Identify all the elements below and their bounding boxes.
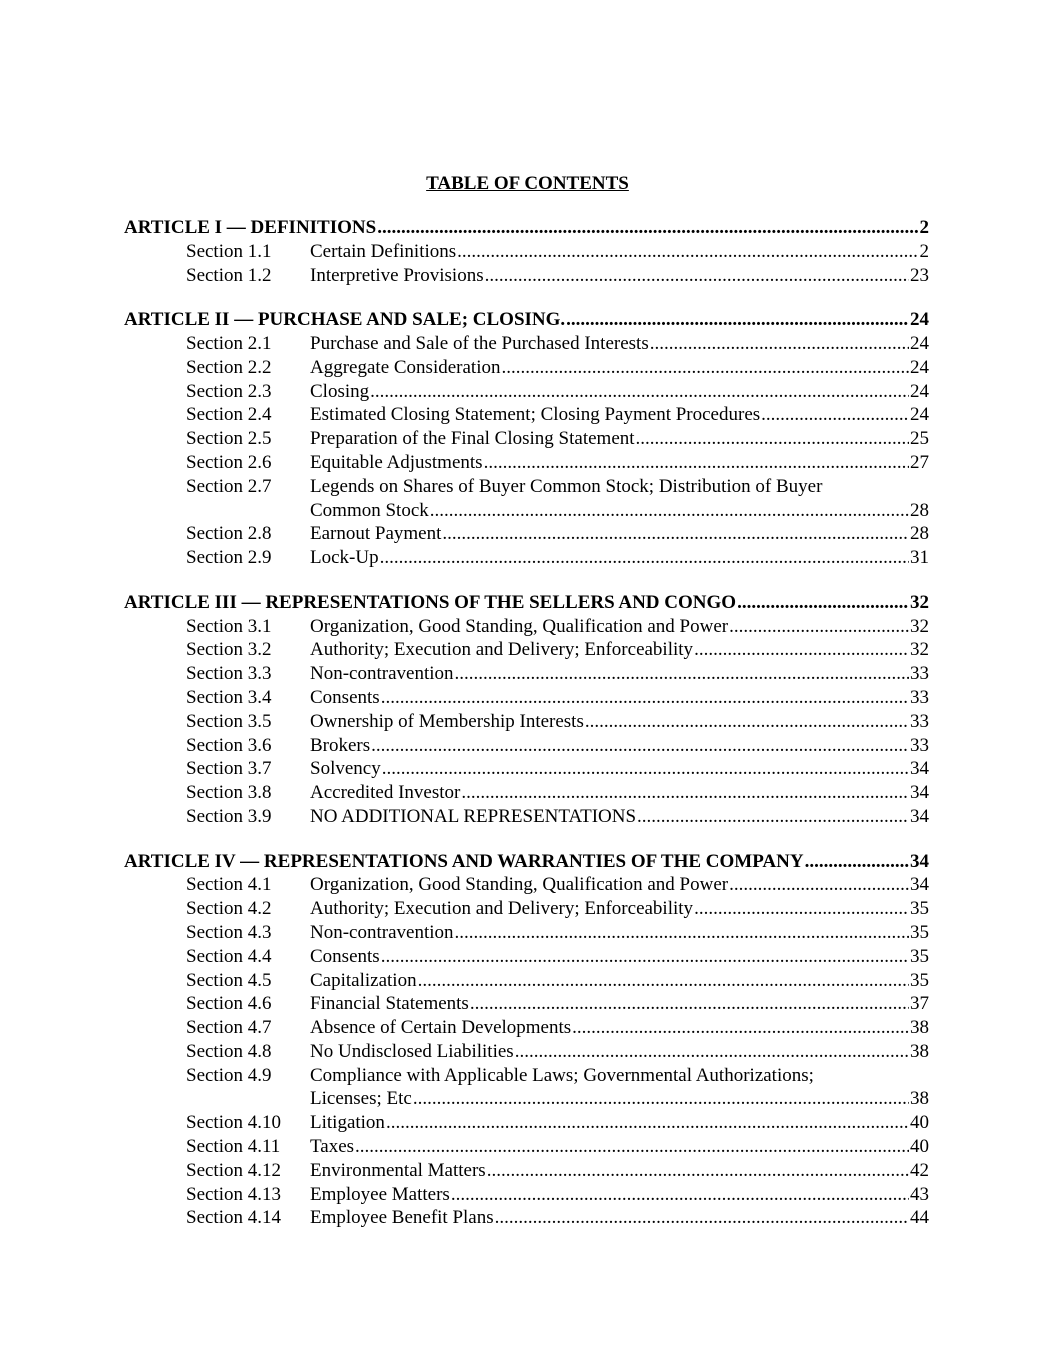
- section-number: Section 2.1: [186, 332, 272, 354]
- table-of-contents: [124, 216, 929, 1230]
- section-number: Section 4.11: [186, 1136, 281, 1158]
- section-number: Section 2.6: [186, 451, 272, 473]
- section-entry-continuation: [310, 1087, 929, 1111]
- page-number: 35: [910, 969, 929, 991]
- section-title: No Undisclosed Liabilities: [310, 1040, 514, 1062]
- section-entry: [124, 1135, 929, 1159]
- dot-leader: [694, 638, 909, 662]
- article-spacer: [124, 287, 929, 308]
- page-number: 34: [910, 758, 929, 780]
- page-number: 32: [910, 591, 929, 613]
- dot-leader: [381, 686, 909, 710]
- dot-leader: [371, 734, 909, 758]
- dot-leader: [805, 850, 909, 874]
- dot-leader: [381, 945, 909, 969]
- section-number: Section 2.2: [186, 356, 272, 378]
- section-title: Compliance with Applicable Laws; Governmental Authorizations;: [310, 1064, 814, 1086]
- section-title: Common Stock: [310, 499, 429, 521]
- page-number: 34: [910, 805, 929, 827]
- section-title: Employee Benefit Plans: [310, 1207, 494, 1229]
- page-number: 24: [910, 356, 929, 378]
- section-title: Authority; Execution and Delivery; Enforceability: [310, 898, 694, 920]
- section-title: Accredited Investor: [310, 782, 461, 804]
- section-title: Earnout Payment: [310, 523, 442, 545]
- dot-leader: [413, 1087, 909, 1111]
- section-entry: [124, 686, 929, 710]
- dot-leader: [377, 216, 918, 240]
- section-entry: [124, 897, 929, 921]
- section-title: Absence of Certain Developments: [310, 1017, 572, 1039]
- section-entry: [124, 1206, 929, 1230]
- section-title: NO ADDITIONAL REPRESENTATIONS: [310, 805, 637, 827]
- dot-leader: [650, 332, 909, 356]
- page-number: 40: [910, 1112, 929, 1134]
- section-entry: [124, 427, 929, 451]
- section-title: Financial Statements: [310, 993, 469, 1015]
- section-entry: [124, 475, 929, 499]
- section-entry: [124, 734, 929, 758]
- section-title: Solvency: [310, 758, 381, 780]
- section-title: Taxes: [310, 1136, 355, 1158]
- article-heading: [124, 850, 929, 874]
- section-number: Section 4.9: [186, 1064, 272, 1086]
- section-entry: [124, 662, 929, 686]
- section-number: Section 4.13: [186, 1183, 281, 1205]
- dot-leader: [572, 1016, 909, 1040]
- section-entry: [124, 757, 929, 781]
- article-spacer: [124, 829, 929, 850]
- page-number: 32: [910, 639, 929, 661]
- page-number: 34: [910, 782, 929, 804]
- page-number: 33: [910, 686, 929, 708]
- section-number: Section 4.6: [186, 993, 272, 1015]
- dot-leader: [495, 1206, 909, 1230]
- dot-leader: [515, 1040, 909, 1064]
- section-number: Section 1.1: [186, 240, 272, 262]
- section-entry: [124, 992, 929, 1016]
- page-number: 33: [910, 710, 929, 732]
- page-number: 32: [910, 615, 929, 637]
- section-title: Estimated Closing Statement; Closing Payment Procedures: [310, 404, 761, 426]
- page-number: 24: [910, 404, 929, 426]
- section-number: Section 2.9: [186, 547, 272, 569]
- section-title: Legends on Shares of Buyer Common Stock; Distribution of Buyer: [310, 475, 823, 497]
- section-entry: [124, 805, 929, 829]
- section-title: Purchase and Sale of the Purchased Interests: [310, 332, 649, 354]
- section-entry: [124, 1111, 929, 1135]
- dot-leader: [451, 1183, 909, 1207]
- section-entry: [124, 240, 929, 264]
- dot-leader: [484, 451, 909, 475]
- section-entry: [124, 356, 929, 380]
- section-title: Closing: [310, 380, 370, 402]
- page-number: 23: [910, 264, 929, 286]
- page-number: 38: [910, 1040, 929, 1062]
- dot-leader: [370, 380, 909, 404]
- page-number: 2: [919, 217, 929, 238]
- article-title: ARTICLE I — DEFINITIONS: [124, 217, 377, 238]
- article-title: ARTICLE III — REPRESENTATIONS OF THE SELLERS AND CONGO: [124, 591, 737, 613]
- section-title: Capitalization: [310, 969, 417, 991]
- dot-leader: [382, 757, 909, 781]
- section-number: Section 4.12: [186, 1159, 281, 1181]
- section-number: Section 3.8: [186, 782, 272, 804]
- section-entry: [124, 1064, 929, 1088]
- page-number: 31: [910, 547, 929, 569]
- section-title: Non-contravention: [310, 663, 454, 685]
- section-title: Brokers: [310, 734, 371, 756]
- page-number: 34: [910, 874, 929, 896]
- section-title: Preparation of the Final Closing Statement: [310, 428, 635, 450]
- section-number: Section 3.4: [186, 686, 272, 708]
- section-entry: [124, 781, 929, 805]
- section-entry-continuation: [310, 499, 929, 523]
- section-title: Consents: [310, 686, 380, 708]
- section-number: Section 3.7: [186, 758, 272, 780]
- section-title: Consents: [310, 945, 380, 967]
- section-number: Section 4.7: [186, 1017, 272, 1039]
- page-number: 38: [910, 1017, 929, 1039]
- dot-leader: [761, 403, 909, 427]
- page-number: 35: [910, 921, 929, 943]
- dot-leader: [636, 427, 909, 451]
- section-title: Lock-Up: [310, 547, 379, 569]
- page-number: 27: [910, 451, 929, 473]
- section-entry: [124, 332, 929, 356]
- dot-leader: [694, 897, 909, 921]
- page-number: 40: [910, 1136, 929, 1158]
- dot-leader: [729, 615, 909, 639]
- dot-leader: [470, 992, 909, 1016]
- dot-leader: [566, 308, 909, 332]
- section-number: Section 3.1: [186, 615, 272, 637]
- article-heading: [124, 591, 929, 615]
- section-number: Section 4.1: [186, 874, 272, 896]
- section-entry: [124, 1159, 929, 1183]
- section-title: Organization, Good Standing, Qualification and Power: [310, 615, 729, 637]
- section-title: Litigation: [310, 1112, 385, 1134]
- dot-leader: [737, 591, 909, 615]
- section-title: Authority; Execution and Delivery; Enforceability: [310, 639, 694, 661]
- dot-leader: [487, 1159, 909, 1183]
- section-number: Section 2.7: [186, 475, 272, 497]
- page-number: 2: [919, 240, 929, 262]
- page-number: 43: [910, 1183, 929, 1205]
- page-number: 24: [910, 380, 929, 402]
- section-entry: [124, 638, 929, 662]
- page-number: 28: [910, 499, 929, 521]
- section-entry: [124, 546, 929, 570]
- section-number: Section 4.10: [186, 1112, 281, 1134]
- dot-leader: [418, 969, 909, 993]
- section-title: Ownership of Membership Interests: [310, 710, 584, 732]
- section-title: Environmental Matters: [310, 1159, 486, 1181]
- section-number: Section 2.8: [186, 523, 272, 545]
- article-title: ARTICLE IV — REPRESENTATIONS AND WARRANTIES OF THE COMPANY: [124, 850, 804, 872]
- page-number: 37: [910, 993, 929, 1015]
- page-number: 35: [910, 945, 929, 967]
- page-number: 38: [910, 1088, 929, 1110]
- section-number: Section 4.4: [186, 945, 272, 967]
- page-number: 24: [910, 332, 929, 354]
- section-entry: [124, 945, 929, 969]
- dot-leader: [585, 710, 909, 734]
- section-number: Section 1.2: [186, 264, 272, 286]
- page-number: 25: [910, 428, 929, 450]
- section-title: Equitable Adjustments: [310, 451, 483, 473]
- dot-leader: [430, 499, 909, 523]
- section-entry: [124, 1183, 929, 1207]
- section-number: Section 4.8: [186, 1040, 272, 1062]
- section-entry: [124, 522, 929, 546]
- dot-leader: [729, 873, 909, 897]
- section-entry: [124, 1040, 929, 1064]
- page-number: 42: [910, 1159, 929, 1181]
- dot-leader: [386, 1111, 909, 1135]
- section-number: Section 3.5: [186, 710, 272, 732]
- section-title: Non-contravention: [310, 921, 454, 943]
- section-title: Aggregate Consideration: [310, 356, 501, 378]
- dot-leader: [380, 546, 909, 570]
- section-number: Section 4.5: [186, 969, 272, 991]
- article-title: ARTICLE II — PURCHASE AND SALE; CLOSING.: [124, 309, 566, 331]
- article-heading: [124, 216, 929, 240]
- toc-title: TABLE OF CONTENTS: [426, 173, 629, 194]
- section-entry: [124, 710, 929, 734]
- section-entry: [124, 1016, 929, 1040]
- section-title: Interpretive Provisions: [310, 264, 484, 286]
- page-number: 28: [910, 523, 929, 545]
- section-number: Section 2.4: [186, 404, 272, 426]
- section-number: Section 3.9: [186, 805, 272, 827]
- section-title: Certain Definitions: [310, 240, 457, 262]
- page-number: 35: [910, 898, 929, 920]
- section-number: Section 3.2: [186, 639, 272, 661]
- dot-leader: [442, 522, 909, 546]
- section-number: Section 4.14: [186, 1207, 281, 1229]
- section-entry: [124, 615, 929, 639]
- section-entry: [124, 403, 929, 427]
- section-number: Section 2.5: [186, 428, 272, 450]
- dot-leader: [455, 921, 909, 945]
- dot-leader: [501, 356, 909, 380]
- page-number: 44: [910, 1207, 929, 1229]
- dot-leader: [355, 1135, 909, 1159]
- page-number: 33: [910, 663, 929, 685]
- dot-leader: [457, 240, 918, 264]
- section-entry: [124, 264, 929, 288]
- section-title: Employee Matters: [310, 1183, 450, 1205]
- section-entry: [124, 921, 929, 945]
- section-title: Licenses; Etc: [310, 1088, 412, 1110]
- section-number: Section 2.3: [186, 380, 272, 402]
- dot-leader: [485, 264, 909, 288]
- section-title: Organization, Good Standing, Qualification and Power: [310, 874, 729, 896]
- section-entry: [124, 451, 929, 475]
- section-entry: [124, 873, 929, 897]
- section-entry: [124, 380, 929, 404]
- dot-leader: [455, 662, 909, 686]
- article-heading: [124, 308, 929, 332]
- section-number: Section 4.2: [186, 898, 272, 920]
- page-number: 34: [910, 850, 929, 872]
- section-number: Section 3.6: [186, 734, 272, 756]
- dot-leader: [461, 781, 909, 805]
- article-spacer: [124, 570, 929, 591]
- section-entry: [124, 969, 929, 993]
- section-number: Section 3.3: [186, 663, 272, 685]
- section-number: Section 4.3: [186, 921, 272, 943]
- dot-leader: [637, 805, 909, 829]
- page-number: 33: [910, 734, 929, 756]
- page-number: 24: [910, 309, 929, 331]
